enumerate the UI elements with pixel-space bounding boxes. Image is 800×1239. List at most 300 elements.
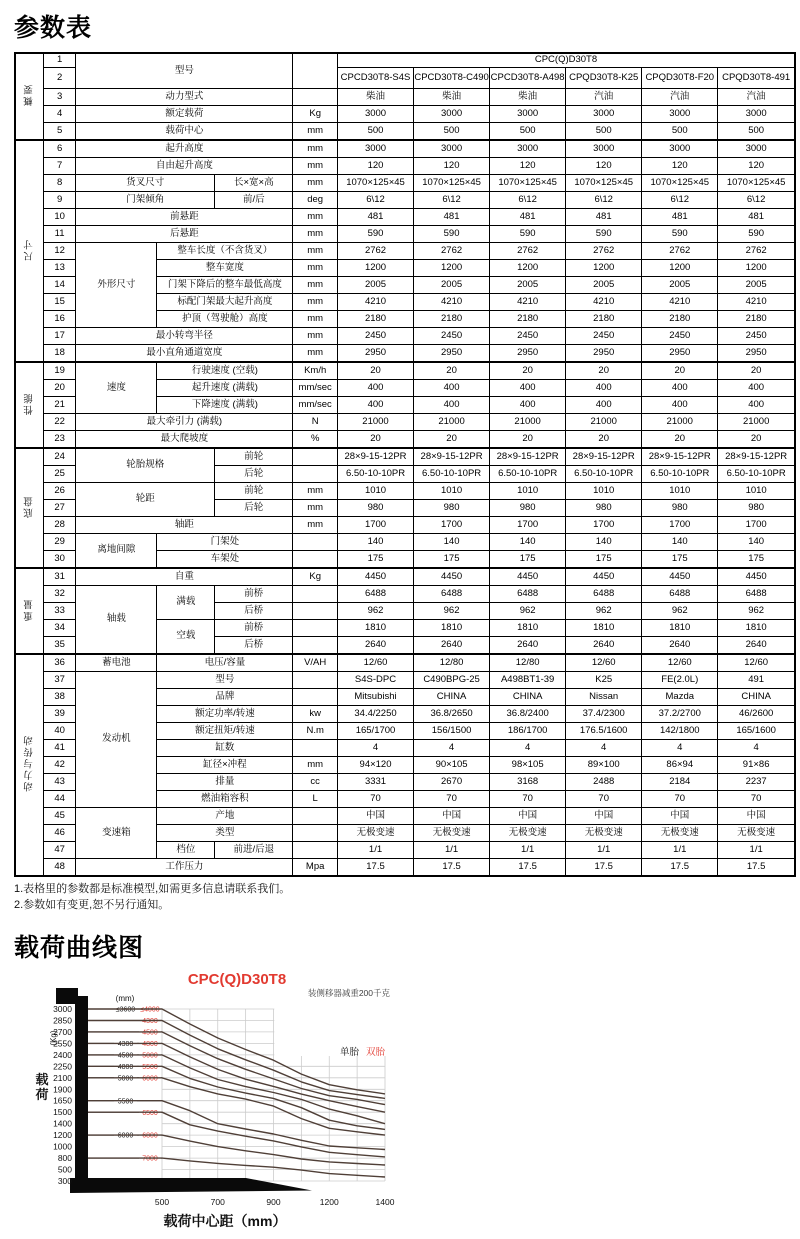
x-tick-label: 700 xyxy=(210,1196,225,1207)
row-number-cell: 9 xyxy=(43,192,75,209)
spec-label-cell: 发动机 xyxy=(76,672,157,808)
value-cell: 12/60 xyxy=(642,654,718,672)
value-cell: 4450 xyxy=(414,568,490,586)
spec-sublabel-cell: 前桥 xyxy=(215,586,293,603)
x-tick-label: 500 xyxy=(154,1196,170,1207)
unit-cell xyxy=(293,825,338,842)
y-tick-label: 2400 xyxy=(53,1049,72,1060)
value-cell: 962 xyxy=(337,603,413,620)
value-cell: Mitsubishi xyxy=(337,689,413,706)
value-cell: 4 xyxy=(718,740,795,757)
unit-cell: Mpa xyxy=(293,859,338,877)
value-cell: 2488 xyxy=(566,774,642,791)
mast-height-single: 5000 xyxy=(117,1075,134,1083)
value-cell: 400 xyxy=(490,380,566,397)
value-cell: 3000 xyxy=(490,106,566,123)
spec-sublabel-cell: 前/后 xyxy=(215,192,293,209)
value-cell: 1070×125×45 xyxy=(490,175,566,192)
value-cell: 20 xyxy=(642,362,718,380)
unit-cell: mm/sec xyxy=(293,397,338,414)
spec-label-cell: 载荷中心 xyxy=(76,123,293,141)
unit-cell xyxy=(293,89,338,106)
value-cell: 1810 xyxy=(642,620,718,637)
value-cell: 无极变速 xyxy=(337,825,413,842)
value-cell: 2670 xyxy=(414,774,490,791)
page-title: 参数表 xyxy=(14,14,93,42)
value-cell: 1070×125×45 xyxy=(414,175,490,192)
unit-cell xyxy=(293,551,338,569)
unit-cell: cc xyxy=(293,774,338,791)
value-cell: 4 xyxy=(566,740,642,757)
value-cell: 6\12 xyxy=(642,192,718,209)
mast-height-dual: 5000 xyxy=(142,1052,158,1060)
value-cell: 2180 xyxy=(490,311,566,328)
spec-label-cell: 门架倾角 xyxy=(76,192,215,209)
spec-sublabel-cell: 缸数 xyxy=(157,740,293,757)
unit-cell xyxy=(293,689,338,706)
mast-height-dual: 4800 xyxy=(142,1040,158,1048)
spec-sublabel-cell: 电压/容量 xyxy=(157,654,293,672)
unit-cell: V/AH xyxy=(293,654,338,672)
value-cell: 120 xyxy=(642,158,718,175)
unit-cell: mm xyxy=(293,517,338,534)
value-cell: 1010 xyxy=(718,483,795,500)
value-cell: 6.50-10-10PR xyxy=(718,466,795,483)
value-cell: CHINA xyxy=(490,689,566,706)
unit-cell: mm xyxy=(293,311,338,328)
value-cell: 140 xyxy=(490,534,566,551)
value-cell: 980 xyxy=(490,500,566,517)
value-cell: 175 xyxy=(642,551,718,569)
value-cell: 28×9-15-12PR xyxy=(566,448,642,466)
row-number-cell: 28 xyxy=(43,517,75,534)
value-cell: 28×9-15-12PR xyxy=(642,448,718,466)
row-number-cell: 4 xyxy=(43,106,75,123)
y-tick-label: 1500 xyxy=(53,1107,72,1118)
spec-label-cell: 货叉尺寸 xyxy=(76,175,215,192)
value-cell: 980 xyxy=(414,500,490,517)
capacity-curve xyxy=(88,1101,385,1150)
value-cell: 37.4/2300 xyxy=(566,706,642,723)
value-cell: 176.5/1600 xyxy=(566,723,642,740)
category-label: 动力与传动 xyxy=(23,734,35,792)
value-cell: 2237 xyxy=(718,774,795,791)
value-cell: 2005 xyxy=(337,277,413,294)
value-cell: 37.2/2700 xyxy=(642,706,718,723)
value-cell: 柴油 xyxy=(490,89,566,106)
unit-cell xyxy=(293,586,338,603)
value-cell: 17.5 xyxy=(718,859,795,877)
value-cell: 4450 xyxy=(337,568,413,586)
value-cell: 4210 xyxy=(490,294,566,311)
row-number-cell: 18 xyxy=(43,345,75,363)
value-cell: 1/1 xyxy=(718,842,795,859)
mast-height-single: 4300 xyxy=(117,1040,134,1048)
value-cell: 6488 xyxy=(337,586,413,603)
spec-label-cell: 后悬距 xyxy=(76,226,293,243)
value-cell: 2762 xyxy=(566,243,642,260)
value-cell: 中国 xyxy=(414,808,490,825)
unit-cell: mm xyxy=(293,226,338,243)
value-cell: A498BT1-39 xyxy=(490,672,566,689)
value-cell: 400 xyxy=(718,397,795,414)
category-cell xyxy=(15,654,43,876)
value-cell: 3000 xyxy=(718,140,795,158)
value-cell: 186/1700 xyxy=(490,723,566,740)
value-cell: 21000 xyxy=(337,414,413,431)
value-cell: 962 xyxy=(718,603,795,620)
mast-height-single: 5500 xyxy=(117,1098,134,1106)
row-number-cell: 7 xyxy=(43,158,75,175)
value-cell: 6.50-10-10PR xyxy=(414,466,490,483)
unit-cell xyxy=(293,466,338,483)
value-cell: 980 xyxy=(337,500,413,517)
y-tick-label: 300 xyxy=(57,1175,72,1186)
value-cell: 4450 xyxy=(566,568,642,586)
value-cell: 20 xyxy=(718,431,795,449)
unit-cell: mm xyxy=(293,140,338,158)
mast-height-single: 4800 xyxy=(117,1063,134,1071)
value-cell: 70 xyxy=(566,791,642,808)
spec-label-cell: 最大爬坡度 xyxy=(76,431,293,449)
value-cell: 165/1600 xyxy=(718,723,795,740)
value-cell: 6488 xyxy=(414,586,490,603)
value-cell: 36.8/2650 xyxy=(414,706,490,723)
unit-cell: mm xyxy=(293,175,338,192)
row-number-cell: 37 xyxy=(43,672,75,689)
mast-height-dual: 4500 xyxy=(142,1029,158,1037)
value-cell: 98×105 xyxy=(490,757,566,774)
unit-cell xyxy=(293,842,338,859)
model-name-cell: CPQD30T8-F20 xyxy=(642,68,718,89)
value-cell: 70 xyxy=(490,791,566,808)
chart-section-title: 载荷曲线图 xyxy=(14,933,145,962)
mast-height-dual: 6800 xyxy=(142,1132,158,1140)
row-number-cell: 8 xyxy=(43,175,75,192)
value-cell: 1810 xyxy=(337,620,413,637)
y-axis-title-char1: 载 xyxy=(35,1071,49,1087)
value-cell: 20 xyxy=(718,362,795,380)
row-number-cell: 22 xyxy=(43,414,75,431)
value-cell: 2762 xyxy=(414,243,490,260)
row-number-cell: 21 xyxy=(43,397,75,414)
value-cell: 1070×125×45 xyxy=(566,175,642,192)
value-cell: 962 xyxy=(414,603,490,620)
value-cell: 2762 xyxy=(718,243,795,260)
value-cell: 590 xyxy=(337,226,413,243)
value-cell: 3000 xyxy=(642,106,718,123)
value-cell: 1/1 xyxy=(642,842,718,859)
value-cell: 90×105 xyxy=(414,757,490,774)
y-tick-label: 2100 xyxy=(53,1072,72,1083)
value-cell: 481 xyxy=(566,209,642,226)
category-label: 概要 xyxy=(23,83,35,107)
y-tick-label: 2550 xyxy=(53,1038,72,1049)
unit-cell: N xyxy=(293,414,338,431)
mast-height-single: 6000 xyxy=(117,1132,134,1140)
value-cell: 柴油 xyxy=(337,89,413,106)
value-cell: 2450 xyxy=(490,328,566,345)
model-family-header: CPC(Q)D30T8 xyxy=(337,53,795,68)
value-cell: 17.5 xyxy=(337,859,413,877)
value-cell: 4210 xyxy=(566,294,642,311)
value-cell: 590 xyxy=(642,226,718,243)
value-cell: 400 xyxy=(414,397,490,414)
value-cell: 491 xyxy=(718,672,795,689)
spec-sublabel-cell: 空载 xyxy=(157,620,215,655)
value-cell: 4450 xyxy=(490,568,566,586)
value-cell: Mazda xyxy=(642,689,718,706)
spec-sublabel-cell: 整车宽度 xyxy=(157,260,293,277)
row-number-cell: 15 xyxy=(43,294,75,311)
value-cell: 2450 xyxy=(566,328,642,345)
unit-cell: mm xyxy=(293,500,338,517)
load-curve-chart-container xyxy=(14,968,798,1239)
value-cell: 1810 xyxy=(566,620,642,637)
value-cell: 1/1 xyxy=(414,842,490,859)
y-tick-label: 3000 xyxy=(53,1003,72,1014)
unit-cell: Km/h xyxy=(293,362,338,380)
unit-cell: mm xyxy=(293,209,338,226)
value-cell: 17.5 xyxy=(414,859,490,877)
spec-sublabel-cell: 额定扭矩/转速 xyxy=(157,723,293,740)
row-number-cell: 38 xyxy=(43,689,75,706)
value-cell: 500 xyxy=(490,123,566,141)
row-number-cell: 17 xyxy=(43,328,75,345)
model-name-cell: CPCD30T8-C490 xyxy=(414,68,490,89)
value-cell: 1700 xyxy=(566,517,642,534)
legend-dual-tire: 双胎 xyxy=(366,1046,386,1058)
value-cell: 120 xyxy=(414,158,490,175)
row-number-cell: 12 xyxy=(43,243,75,260)
model-name-cell: CPCD30T8-S4S xyxy=(337,68,413,89)
spec-sublabel-cell: 品牌 xyxy=(157,689,293,706)
value-cell: 70 xyxy=(642,791,718,808)
value-cell: 4210 xyxy=(718,294,795,311)
value-cell: 6\12 xyxy=(718,192,795,209)
unit-cell xyxy=(293,448,338,466)
value-cell: 20 xyxy=(566,431,642,449)
value-cell: 4210 xyxy=(337,294,413,311)
value-cell: 1070×125×45 xyxy=(337,175,413,192)
value-cell: 3000 xyxy=(490,140,566,158)
value-cell: 4 xyxy=(414,740,490,757)
unit-cell: mm xyxy=(293,243,338,260)
value-cell: 400 xyxy=(337,380,413,397)
value-cell: 140 xyxy=(414,534,490,551)
unit-cell xyxy=(293,620,338,637)
value-cell: 柴油 xyxy=(414,89,490,106)
spec-sublabel-cell: 车架处 xyxy=(157,551,293,569)
mast-height-dual: 4300 xyxy=(142,1017,158,1025)
value-cell: 175 xyxy=(490,551,566,569)
row-number-cell: 46 xyxy=(43,825,75,842)
spec-label-cell: 轮胎规格 xyxy=(76,448,215,483)
unit-cell: % xyxy=(293,431,338,449)
spec-label-cell: 速度 xyxy=(76,362,157,414)
row-number-cell: 24 xyxy=(43,448,75,466)
value-cell: 21000 xyxy=(642,414,718,431)
spec-label-cell: 离地间隙 xyxy=(76,534,157,569)
value-cell: 中国 xyxy=(642,808,718,825)
value-cell: 2180 xyxy=(566,311,642,328)
spec-sublabel-cell: 缸径×冲程 xyxy=(157,757,293,774)
value-cell: 36.8/2400 xyxy=(490,706,566,723)
value-cell: 汽油 xyxy=(718,89,795,106)
value-cell: 2180 xyxy=(414,311,490,328)
value-cell: 20 xyxy=(490,431,566,449)
value-cell: 70 xyxy=(337,791,413,808)
unit-cell xyxy=(293,603,338,620)
unit-cell: mm xyxy=(293,757,338,774)
spec-sublabel-cell: 前轮 xyxy=(215,448,293,466)
value-cell: 1200 xyxy=(718,260,795,277)
value-cell: 12/80 xyxy=(414,654,490,672)
load-curve-chart xyxy=(14,968,434,1234)
value-cell: Nissan xyxy=(566,689,642,706)
spec-sublabel-cell: 行驶速度 (空载) xyxy=(157,362,293,380)
unit-cell: N.m xyxy=(293,723,338,740)
value-cell: 2950 xyxy=(566,345,642,363)
value-cell: 1010 xyxy=(566,483,642,500)
value-cell: 3000 xyxy=(414,140,490,158)
row-number-cell: 30 xyxy=(43,551,75,569)
model-name-cell: CPCD30T8-A498 xyxy=(490,68,566,89)
value-cell: CHINA xyxy=(718,689,795,706)
spec-sublabel-cell: 整车长度（不含货叉） xyxy=(157,243,293,260)
value-cell: 6\12 xyxy=(566,192,642,209)
x-tick-label: 900 xyxy=(266,1196,281,1207)
value-cell: 175 xyxy=(337,551,413,569)
value-cell: 3000 xyxy=(566,140,642,158)
category-cell xyxy=(15,568,43,654)
value-cell: 3331 xyxy=(337,774,413,791)
value-cell: 165/1700 xyxy=(337,723,413,740)
unit-cell: L xyxy=(293,791,338,808)
spec-sublabel-cell: 前轮 xyxy=(215,483,293,500)
value-cell: 4 xyxy=(490,740,566,757)
value-cell: 140 xyxy=(642,534,718,551)
spec-label-cell: 轴距 xyxy=(76,517,293,534)
category-label: 底盘 xyxy=(23,494,35,518)
value-cell: 2950 xyxy=(490,345,566,363)
x-axis-title: 载荷中心距（mm） xyxy=(163,1212,287,1229)
value-cell: 89×100 xyxy=(566,757,642,774)
value-cell: 3000 xyxy=(337,140,413,158)
value-cell: 2005 xyxy=(566,277,642,294)
spec-label-cell: 自由起升高度 xyxy=(76,158,293,175)
unit-cell: kw xyxy=(293,706,338,723)
value-cell: 3168 xyxy=(490,774,566,791)
value-cell: 2450 xyxy=(337,328,413,345)
mast-height-dual: 6000 xyxy=(142,1075,158,1083)
y-tick-label: 2850 xyxy=(53,1015,72,1026)
value-cell: 980 xyxy=(566,500,642,517)
value-cell: 21000 xyxy=(490,414,566,431)
spec-table xyxy=(14,52,796,877)
model-name-cell: CPQD30T8-K25 xyxy=(566,68,642,89)
value-cell: 2450 xyxy=(718,328,795,345)
chart-model-title: CPC(Q)D30T8 xyxy=(187,970,287,988)
value-cell: 1/1 xyxy=(566,842,642,859)
value-cell: 86×94 xyxy=(642,757,718,774)
row-number-cell: 16 xyxy=(43,311,75,328)
unit-cell xyxy=(293,534,338,551)
unit-cell: Kg xyxy=(293,568,338,586)
chart-note: 装侧移器减重200千克 xyxy=(307,987,390,998)
value-cell: 4450 xyxy=(718,568,795,586)
value-cell: 590 xyxy=(490,226,566,243)
value-cell: 70 xyxy=(414,791,490,808)
row-number-cell: 10 xyxy=(43,209,75,226)
value-cell: 6\12 xyxy=(414,192,490,209)
y-tick-label: 2700 xyxy=(53,1026,72,1037)
row-number-cell: 35 xyxy=(43,637,75,655)
value-cell: 481 xyxy=(490,209,566,226)
spec-sublabel-cell: 起升速度 (满载) xyxy=(157,380,293,397)
value-cell: 20 xyxy=(337,431,413,449)
value-cell: 中国 xyxy=(490,808,566,825)
value-cell: 400 xyxy=(718,380,795,397)
value-cell: 962 xyxy=(490,603,566,620)
value-cell: 46/2600 xyxy=(718,706,795,723)
value-cell: 无极变速 xyxy=(490,825,566,842)
spec-sublabel-cell: 型号 xyxy=(157,672,293,689)
spec-sublabel-cell: 产地 xyxy=(157,808,293,825)
row-number-cell: 5 xyxy=(43,123,75,141)
spec-label-cell: 轴载 xyxy=(76,586,157,655)
value-cell: 2950 xyxy=(414,345,490,363)
unit-cell xyxy=(293,808,338,825)
value-cell: 2950 xyxy=(718,345,795,363)
value-cell: 2640 xyxy=(337,637,413,655)
row-number-cell: 43 xyxy=(43,774,75,791)
value-cell: 2762 xyxy=(642,243,718,260)
fork-blade-shape xyxy=(70,1178,312,1193)
unit-cell xyxy=(293,53,338,89)
value-cell: 2005 xyxy=(490,277,566,294)
unit-cell: Kg xyxy=(293,106,338,123)
row-number-cell: 14 xyxy=(43,277,75,294)
spec-label-cell: 轮距 xyxy=(76,483,215,517)
y-axis-title-char2: 荷 xyxy=(35,1086,49,1102)
row-number-cell: 42 xyxy=(43,757,75,774)
spec-sublabel-cell: 下降速度 (满载) xyxy=(157,397,293,414)
value-cell: 1010 xyxy=(642,483,718,500)
value-cell: 20 xyxy=(490,362,566,380)
y-tick-label: 1000 xyxy=(53,1141,72,1152)
unit-cell xyxy=(293,672,338,689)
value-cell: 中国 xyxy=(337,808,413,825)
value-cell: 28×9-15-12PR xyxy=(490,448,566,466)
value-cell: 2762 xyxy=(337,243,413,260)
value-cell: 481 xyxy=(718,209,795,226)
spec-sublabel-cell: 后轮 xyxy=(215,500,293,517)
value-cell: 中国 xyxy=(718,808,795,825)
row-number-cell: 41 xyxy=(43,740,75,757)
value-cell: 4450 xyxy=(642,568,718,586)
value-cell: 2184 xyxy=(642,774,718,791)
row-number-cell: 31 xyxy=(43,568,75,586)
value-cell: 590 xyxy=(718,226,795,243)
unit-cell: mm xyxy=(293,294,338,311)
value-cell: 156/1500 xyxy=(414,723,490,740)
value-cell: 2640 xyxy=(566,637,642,655)
category-label: 尺寸 xyxy=(23,237,35,261)
value-cell: 1010 xyxy=(490,483,566,500)
spec-label-cell: 变速箱 xyxy=(76,808,157,859)
value-cell: 4210 xyxy=(414,294,490,311)
